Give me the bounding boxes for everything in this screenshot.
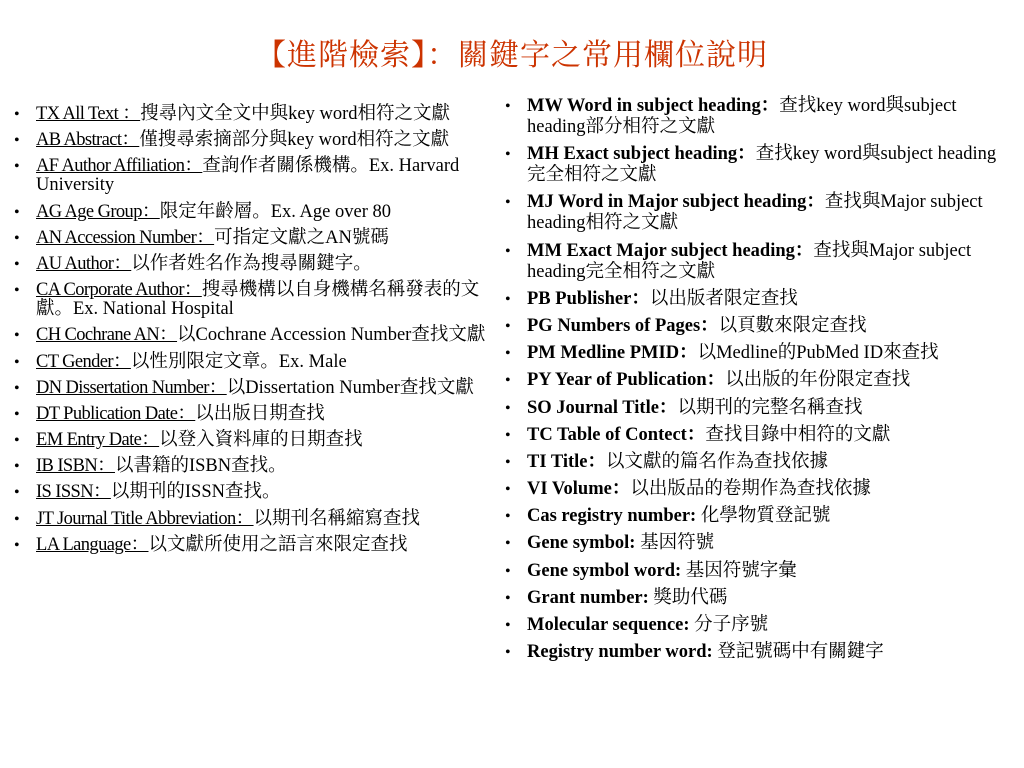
left-field-list xyxy=(12,105,506,562)
bullet-icon: • xyxy=(14,379,20,397)
list-item xyxy=(12,229,506,248)
field-term: PM Medline PMID： xyxy=(527,343,698,364)
bullet-icon: • xyxy=(505,98,511,115)
field-term: TI Title： xyxy=(527,451,606,472)
field-term: Grant number: xyxy=(527,587,654,608)
list-item xyxy=(503,192,1013,234)
field-description: 以頁數來限定查找 xyxy=(718,315,867,336)
bullet-icon: • xyxy=(14,203,20,221)
field-term: DT Publication Date： xyxy=(36,403,196,424)
list-item xyxy=(503,479,1013,500)
field-description: 僅搜尋索摘部分與key word相符之文獻 xyxy=(139,130,450,151)
list-item xyxy=(12,281,506,319)
field-description: 以期刊名稱縮寫查找 xyxy=(253,508,421,529)
field-term: PG Numbers of Pages： xyxy=(527,315,719,336)
bullet-icon: • xyxy=(505,589,511,607)
bullet-icon: • xyxy=(14,536,20,554)
bullet-icon: • xyxy=(14,158,20,176)
bullet-icon: • xyxy=(505,481,511,499)
field-term: LA Language： xyxy=(36,534,149,555)
list-item xyxy=(503,370,1013,391)
list-item xyxy=(12,105,506,124)
field-term: CH Cochrane AN： xyxy=(36,325,178,346)
bullet-icon: • xyxy=(14,353,20,371)
list-item xyxy=(503,316,1013,337)
list-item xyxy=(503,615,1013,636)
field-term: Molecular sequence: xyxy=(527,615,695,635)
bullet-icon: • xyxy=(14,510,20,528)
bullet-icon: • xyxy=(14,432,20,450)
right-field-list xyxy=(503,96,1013,669)
bullet-icon: • xyxy=(505,535,511,553)
field-term: MW Word in subject heading： xyxy=(527,96,780,116)
field-description: 以Cochrane Accession Number查找文獻 xyxy=(177,325,486,346)
field-description: 以期刊的完整名稱查找 xyxy=(677,397,863,418)
bullet-icon: • xyxy=(14,327,20,345)
field-term: Cas registry number: xyxy=(527,506,701,527)
field-term: EM Entry Date： xyxy=(36,430,160,451)
field-term: DN Dissertation Number： xyxy=(36,377,227,398)
field-term: AN Accession Number： xyxy=(36,227,215,248)
list-item xyxy=(12,457,506,476)
bullet-icon: • xyxy=(505,194,511,212)
field-term: Gene symbol word: xyxy=(527,560,686,581)
bullet-icon: • xyxy=(505,317,511,335)
bullet-icon: • xyxy=(505,372,511,390)
bullet-icon: • xyxy=(505,345,511,363)
field-term: MH Exact subject heading： xyxy=(527,144,756,165)
bullet-icon: • xyxy=(505,146,511,164)
bullet-icon: • xyxy=(14,106,20,123)
list-item xyxy=(12,379,506,398)
list-item xyxy=(503,533,1013,554)
list-item xyxy=(503,398,1013,419)
field-term: AG Age Group： xyxy=(36,201,160,222)
bullet-icon: • xyxy=(505,508,511,526)
field-term: SO Journal Title： xyxy=(527,397,678,418)
list-item xyxy=(12,326,506,345)
field-description: 獎助代碼 xyxy=(653,587,728,608)
field-term: CT Gender： xyxy=(36,351,131,372)
bullet-icon: • xyxy=(505,399,511,417)
field-description: 可指定文獻之AN號碼 xyxy=(214,227,389,248)
field-description: 以出版日期查找 xyxy=(195,403,325,424)
list-item xyxy=(12,483,506,502)
list-item xyxy=(12,157,506,195)
field-description: 查詢作者關係機構。Ex. Harvard University xyxy=(36,156,460,196)
list-item xyxy=(12,536,506,555)
bullet-icon: • xyxy=(505,453,511,471)
field-term: CA Corporate Author： xyxy=(36,280,202,301)
list-item xyxy=(503,144,1013,186)
list-item xyxy=(12,203,506,222)
list-item xyxy=(12,510,506,529)
field-description: 查找與Major subject heading相符之文獻 xyxy=(527,192,983,234)
field-description: 登記號碼中有關鍵字 xyxy=(717,642,884,663)
field-term: PB Publisher： xyxy=(527,288,650,309)
bullet-icon: • xyxy=(14,255,20,273)
list-item xyxy=(503,241,1013,283)
field-description: 查找key word與subject heading 完全相符之文獻 xyxy=(527,144,997,186)
field-description: 查找目錄中相符的文獻 xyxy=(705,424,891,445)
list-item xyxy=(12,431,506,450)
field-description: 基因符號字彙 xyxy=(685,560,797,581)
field-description: 基因符號 xyxy=(640,533,715,554)
field-term: TX All Text ： xyxy=(36,104,141,124)
bullet-icon: • xyxy=(505,290,511,308)
list-item xyxy=(12,255,506,274)
field-description: 以Dissertation Number查找文獻 xyxy=(226,377,474,398)
list-item xyxy=(503,561,1013,582)
list-item xyxy=(503,289,1013,310)
list-item xyxy=(503,452,1013,473)
bullet-icon: • xyxy=(505,562,511,580)
field-description: 化學物質登記號 xyxy=(700,506,831,527)
field-term: IS ISSN： xyxy=(36,482,111,503)
field-description: 查找與Major subject heading完全相符之文獻 xyxy=(527,240,972,282)
bullet-icon: • xyxy=(14,132,20,150)
list-item xyxy=(503,642,1013,663)
field-description: 以出版者限定查找 xyxy=(649,288,798,309)
field-description: 限定年齡層。Ex. Age over 80 xyxy=(159,201,391,222)
list-item xyxy=(503,343,1013,364)
field-description: 以性別限定文章。Ex. Male xyxy=(130,351,347,372)
field-description: 分子序號 xyxy=(694,615,769,635)
field-term: MM Exact Major subject heading： xyxy=(527,240,814,261)
field-term: AF Author Affiliation： xyxy=(36,156,203,177)
list-item xyxy=(12,405,506,424)
field-term: Gene symbol: xyxy=(527,533,641,554)
field-description: 以文獻的篇名作為查找依據 xyxy=(606,451,829,472)
field-term: AU Author： xyxy=(36,253,132,274)
field-term: PY Year of Publication： xyxy=(527,370,726,391)
field-description: 以登入資料庫的日期查找 xyxy=(159,430,363,451)
field-description: 以出版的年份限定查找 xyxy=(725,370,911,391)
bullet-icon: • xyxy=(14,484,20,502)
field-term: IB ISBN： xyxy=(36,456,115,477)
bullet-icon: • xyxy=(505,644,511,662)
bullet-icon: • xyxy=(14,405,20,423)
field-description: 以期刊的ISSN查找。 xyxy=(110,482,281,503)
field-description: 以作者姓名作為搜尋關鍵字。 xyxy=(131,253,372,274)
bullet-icon: • xyxy=(505,426,511,444)
field-term: TC Table of Contect： xyxy=(527,424,706,445)
slide-title: 【進階檢索】：關鍵字之常用欄位說明 xyxy=(256,39,768,72)
list-item xyxy=(503,96,1013,138)
field-term: VI Volume： xyxy=(527,479,631,500)
field-description: 搜尋機構以自身機構名稱發表的文獻。Ex. National Hospital xyxy=(36,280,480,320)
bullet-icon: • xyxy=(14,458,20,476)
field-term: JT Journal Title Abbreviation： xyxy=(36,508,254,529)
list-item xyxy=(12,131,506,150)
bullet-icon: • xyxy=(14,282,20,300)
field-description: 以出版品的卷期作為查找依據 xyxy=(630,479,871,500)
field-description: 以文獻所使用之語言來限定查找 xyxy=(148,534,408,555)
bullet-icon: • xyxy=(505,242,511,260)
list-item xyxy=(503,588,1013,609)
field-description: 搜尋內文全文中與key word相符之文獻 xyxy=(140,104,450,124)
field-term: Registry number word: xyxy=(527,642,718,663)
field-term: AB Abstract： xyxy=(36,130,140,151)
list-item xyxy=(12,353,506,372)
list-item xyxy=(503,506,1013,527)
field-description: 以書籍的ISBN查找。 xyxy=(114,456,287,477)
field-description: 查找key word與subject heading部分相符之文獻 xyxy=(527,96,957,137)
bullet-icon: • xyxy=(14,229,20,247)
field-description: 以Medline的PubMed ID來查找 xyxy=(697,343,939,364)
list-item xyxy=(503,425,1013,446)
bullet-icon: • xyxy=(505,617,511,634)
field-term: MJ Word in Major subject heading： xyxy=(527,192,825,213)
